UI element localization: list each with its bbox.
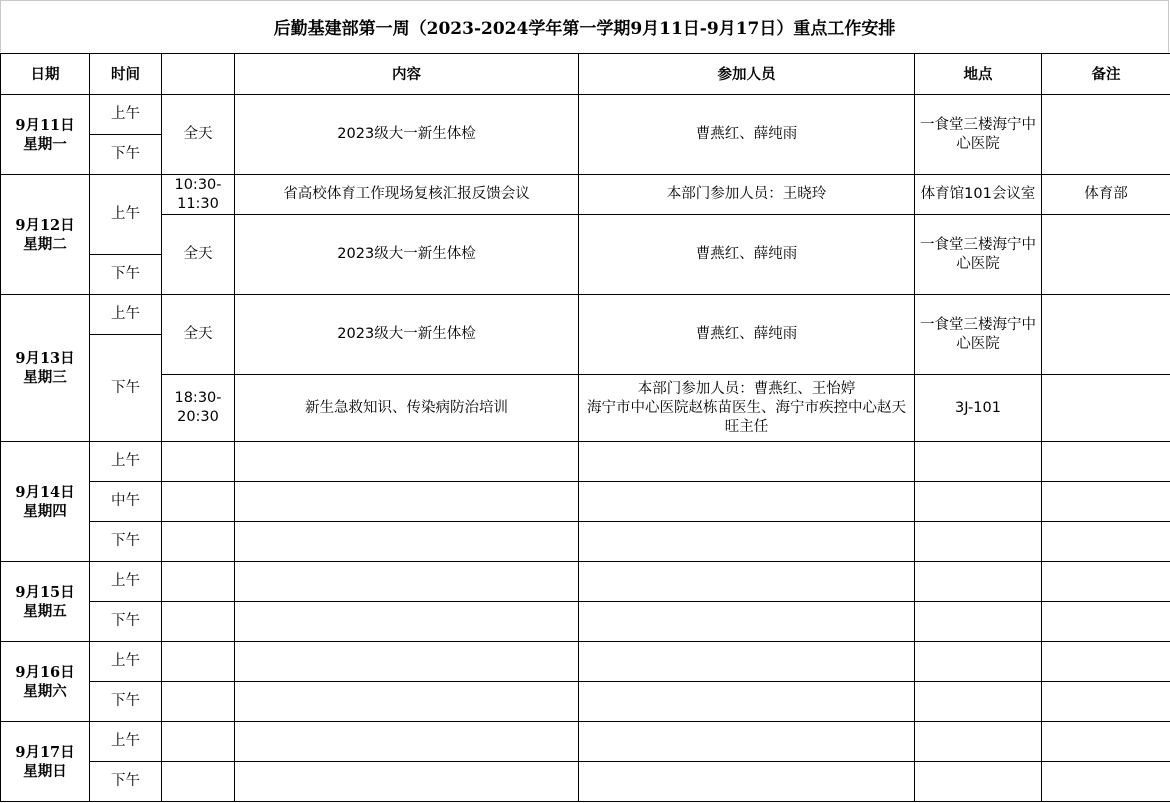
empty-cell <box>162 642 235 682</box>
slot-cell: 全天 <box>162 95 235 175</box>
weekday-label: 星期一 <box>23 135 67 153</box>
header-location: 地点 <box>915 54 1042 95</box>
empty-cell <box>915 762 1042 802</box>
empty-cell <box>579 682 915 722</box>
period-cell: 上午 <box>90 562 162 602</box>
table-row <box>1 215 1170 255</box>
table-row <box>1 722 1170 762</box>
empty-cell <box>579 442 915 482</box>
empty-cell <box>1042 522 1170 562</box>
empty-cell <box>1042 482 1170 522</box>
content-cell: 2023级大一新生体检 <box>235 215 579 295</box>
participants-cell: 曹燕红、薛纯雨 <box>579 215 915 295</box>
table-row <box>1 642 1170 682</box>
table-row <box>1 762 1170 802</box>
header-row <box>1 54 1170 95</box>
location-cell: 一食堂三楼海宁中心医院 <box>915 95 1042 175</box>
empty-cell <box>579 482 915 522</box>
slot-cell: 全天 <box>162 215 235 295</box>
empty-cell <box>162 722 235 762</box>
empty-cell <box>915 642 1042 682</box>
participants-cell: 曹燕红、薛纯雨 <box>579 295 915 375</box>
empty-cell <box>915 602 1042 642</box>
remark-cell <box>1042 295 1170 375</box>
empty-cell <box>1042 682 1170 722</box>
weekday-label: 星期五 <box>23 602 67 620</box>
table-row <box>1 602 1170 642</box>
date-label: 9月13日 <box>15 350 75 367</box>
empty-cell <box>579 722 915 762</box>
empty-cell <box>579 762 915 802</box>
empty-cell <box>579 522 915 562</box>
weekday-label: 星期四 <box>23 502 67 520</box>
empty-cell <box>235 442 579 482</box>
empty-cell <box>162 682 235 722</box>
page-title: 后勤基建部第一周（2023-2024学年第一学期9月11日-9月17日）重点工作安排 <box>0 0 1169 52</box>
header-slot <box>162 54 235 95</box>
empty-cell <box>235 762 579 802</box>
period-cell: 下午 <box>90 682 162 722</box>
empty-cell <box>162 482 235 522</box>
empty-cell <box>579 642 915 682</box>
table-row <box>1 175 1170 215</box>
slot-cell: 18:30-20:30 <box>162 375 235 442</box>
header-date: 日期 <box>1 54 90 95</box>
date-label: 9月14日 <box>15 483 75 501</box>
weekday-label: 星期三 <box>23 369 67 386</box>
empty-cell <box>1042 722 1170 762</box>
empty-cell <box>915 722 1042 762</box>
empty-cell <box>235 642 579 682</box>
period-cell: 上午 <box>90 175 162 255</box>
weekday-label: 星期六 <box>23 682 67 700</box>
date-label: 9月16日 <box>15 663 75 681</box>
slot-cell: 全天 <box>162 295 235 375</box>
header-remark: 备注 <box>1042 54 1170 95</box>
date-cell <box>1 642 90 722</box>
header-participants: 参加人员 <box>579 54 915 95</box>
empty-cell <box>235 522 579 562</box>
participants-cell: 曹燕红、薛纯雨 <box>579 95 915 175</box>
location-cell: 一食堂三楼海宁中心医院 <box>915 295 1042 375</box>
date-cell <box>1 95 90 175</box>
table-row <box>1 442 1170 482</box>
empty-cell <box>162 602 235 642</box>
header-time: 时间 <box>90 54 162 95</box>
table-row <box>1 482 1170 522</box>
empty-cell <box>235 722 579 762</box>
period-cell: 下午 <box>90 335 162 442</box>
period-cell: 下午 <box>90 255 162 295</box>
period-cell: 上午 <box>90 295 162 335</box>
empty-cell <box>162 522 235 562</box>
location-cell: 体育馆101会议室 <box>915 175 1042 215</box>
empty-cell <box>1042 562 1170 602</box>
date-label: 9月15日 <box>15 583 75 601</box>
header-content: 内容 <box>235 54 579 95</box>
empty-cell <box>579 562 915 602</box>
schedule-table <box>0 53 1170 802</box>
period-cell: 上午 <box>90 642 162 682</box>
period-cell: 下午 <box>90 762 162 802</box>
empty-cell <box>235 602 579 642</box>
empty-cell <box>235 562 579 602</box>
period-cell: 下午 <box>90 602 162 642</box>
weekday-label: 星期二 <box>23 235 67 253</box>
participants-cell: 本部门参加人员：王晓玲 <box>579 175 915 215</box>
empty-cell <box>162 762 235 802</box>
table-row <box>1 562 1170 602</box>
empty-cell <box>915 442 1042 482</box>
location-cell: 一食堂三楼海宁中心医院 <box>915 215 1042 295</box>
period-cell: 下午 <box>90 135 162 175</box>
slot-cell: 10:30-11:30 <box>162 175 235 215</box>
period-cell: 上午 <box>90 722 162 762</box>
empty-cell <box>915 562 1042 602</box>
period-cell: 上午 <box>90 442 162 482</box>
participants-cell: 本部门参加人员：曹燕红、王怡婷 海宁市中心医院赵栋苗医生、海宁市疾控中心赵天旺主任 <box>579 375 915 442</box>
empty-cell <box>1042 642 1170 682</box>
content-cell: 2023级大一新生体检 <box>235 295 579 375</box>
empty-cell <box>235 682 579 722</box>
period-cell: 中午 <box>90 482 162 522</box>
empty-cell <box>1042 602 1170 642</box>
date-cell <box>1 722 90 802</box>
date-cell <box>1 175 90 295</box>
content-cell: 2023级大一新生体检 <box>235 95 579 175</box>
date-label: 9月11日 <box>15 116 75 134</box>
empty-cell <box>579 602 915 642</box>
empty-cell <box>915 682 1042 722</box>
weekday-label: 星期日 <box>23 762 67 780</box>
remark-cell <box>1042 215 1170 295</box>
empty-cell <box>1042 442 1170 482</box>
remark-cell <box>1042 375 1170 442</box>
empty-cell <box>162 562 235 602</box>
content-cell: 省高校体育工作现场复核汇报反馈会议 <box>235 175 579 215</box>
date-cell <box>1 442 90 562</box>
location-cell: 3J-101 <box>915 375 1042 442</box>
empty-cell <box>235 482 579 522</box>
table-row <box>1 375 1170 442</box>
empty-cell <box>1042 762 1170 802</box>
date-cell <box>1 562 90 642</box>
table-row <box>1 95 1170 135</box>
remark-cell: 体育部 <box>1042 175 1170 215</box>
date-label: 9月17日 <box>15 743 75 761</box>
date-cell <box>1 295 90 442</box>
empty-cell <box>915 482 1042 522</box>
remark-cell <box>1042 95 1170 175</box>
empty-cell <box>162 442 235 482</box>
content-cell: 新生急救知识、传染病防治培训 <box>235 375 579 442</box>
table-row <box>1 295 1170 335</box>
table-row <box>1 522 1170 562</box>
table-row <box>1 682 1170 722</box>
period-cell: 下午 <box>90 522 162 562</box>
period-cell: 上午 <box>90 95 162 135</box>
empty-cell <box>915 522 1042 562</box>
date-label: 9月12日 <box>15 216 75 234</box>
